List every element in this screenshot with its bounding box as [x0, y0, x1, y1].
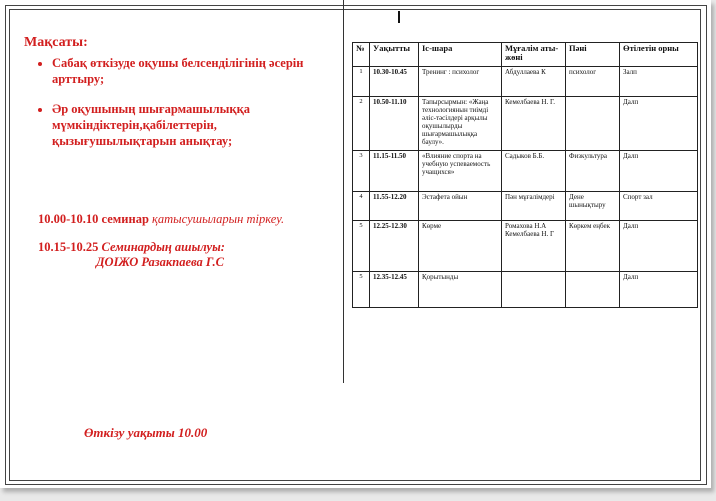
table-cell: 3 — [353, 151, 370, 192]
table-cell: Көрме — [419, 221, 502, 272]
table-row — [353, 272, 698, 308]
header-cell: Уақытты — [370, 43, 419, 67]
table-cell: Залп — [620, 67, 698, 97]
table-cell: 10.30-10.45 — [370, 67, 419, 97]
opening-person: ДОІЖО Разакпаева Г.С — [96, 255, 224, 269]
table-row — [353, 192, 698, 221]
schedule-header-row — [353, 43, 698, 67]
table-cell: Пән мұғалімдері — [502, 192, 566, 221]
opening-text: Семинардың ашылуы: — [101, 240, 225, 254]
table-cell: 10.50-11.10 — [370, 97, 419, 151]
table-cell: «Влияние спорта на учебную успеваемость учащихся» — [419, 151, 502, 192]
table-cell: Көркем еңбек — [566, 221, 620, 272]
header-cell: Іс-шара — [419, 43, 502, 67]
goal-item: • Әр оқушының шығармашылыққа мүмкіндіктерін,қабілеттерін, қызығушылықтарын анықтау; — [52, 101, 342, 149]
table-cell: 5 — [353, 272, 370, 308]
table-cell: Ромахова Н.А Кемелбаева Н. Г — [502, 221, 566, 272]
registration-line — [38, 212, 284, 227]
table-cell: Тапырсырмын: «Жаңа технологиянын тиімді әліс-тәсілдері арқылы оқушылырды шығармашылыққа баулу». — [419, 97, 502, 151]
table-cell: 2 — [353, 97, 370, 151]
goal-item: • Сабақ өткізуде оқушы белсенділігінің әсерін арттыру; — [52, 55, 342, 87]
header-cell: № — [353, 43, 370, 67]
goals-title: Мақсаты: — [24, 35, 88, 50]
table-row — [353, 221, 698, 272]
table-cell: Далп — [620, 272, 698, 308]
table-cell: 5 — [353, 221, 370, 272]
column-divider — [343, 0, 344, 383]
table-cell — [502, 272, 566, 308]
table-cell: Кемелбаева Н. Г. — [502, 97, 566, 151]
table-cell: 11.55-12.20 — [370, 192, 419, 221]
table-cell: Садыков Б.Б. — [502, 151, 566, 192]
table-cell: Тренинг : психолог — [419, 67, 502, 97]
table-cell: Спорт зал — [620, 192, 698, 221]
registration-text: қатысушыларын тіркеу. — [152, 212, 285, 226]
table-cell — [566, 97, 620, 151]
registration-time: 10.00-10.10 семинар — [38, 212, 149, 226]
table-cell: Далп — [620, 151, 698, 192]
opening-line — [38, 240, 225, 270]
table-row — [353, 97, 698, 151]
table-cell: психолог — [566, 67, 620, 97]
text-cursor — [398, 11, 400, 23]
table-cell: 1 — [353, 67, 370, 97]
table-cell — [566, 272, 620, 308]
header-cell: Пәні — [566, 43, 620, 67]
table-cell: Дене шынықтыру — [566, 192, 620, 221]
table-cell: Абдуллаева К — [502, 67, 566, 97]
table-cell: Эстафета ойын — [419, 192, 502, 221]
table-row — [353, 67, 698, 97]
header-cell: Мұғалім аты-жөні — [502, 43, 566, 67]
table-cell: Далп — [620, 97, 698, 151]
header-cell: Өтілетін орны — [620, 43, 698, 67]
table-cell: 12.25-12.30 — [370, 221, 419, 272]
table-cell: 12.35-12.45 — [370, 272, 419, 308]
table-row — [353, 151, 698, 192]
table-cell: Физкультура — [566, 151, 620, 192]
goals-list — [36, 55, 342, 163]
table-cell: 11.15-11.50 — [370, 151, 419, 192]
table-cell: 4 — [353, 192, 370, 221]
start-time-label: Өткізу уақыты 10.00 — [84, 425, 208, 440]
schedule-table — [352, 42, 698, 308]
opening-time: 10.15-10.25 — [38, 240, 99, 254]
table-cell: Далп — [620, 221, 698, 272]
table-cell: Қорытынды — [419, 272, 502, 308]
